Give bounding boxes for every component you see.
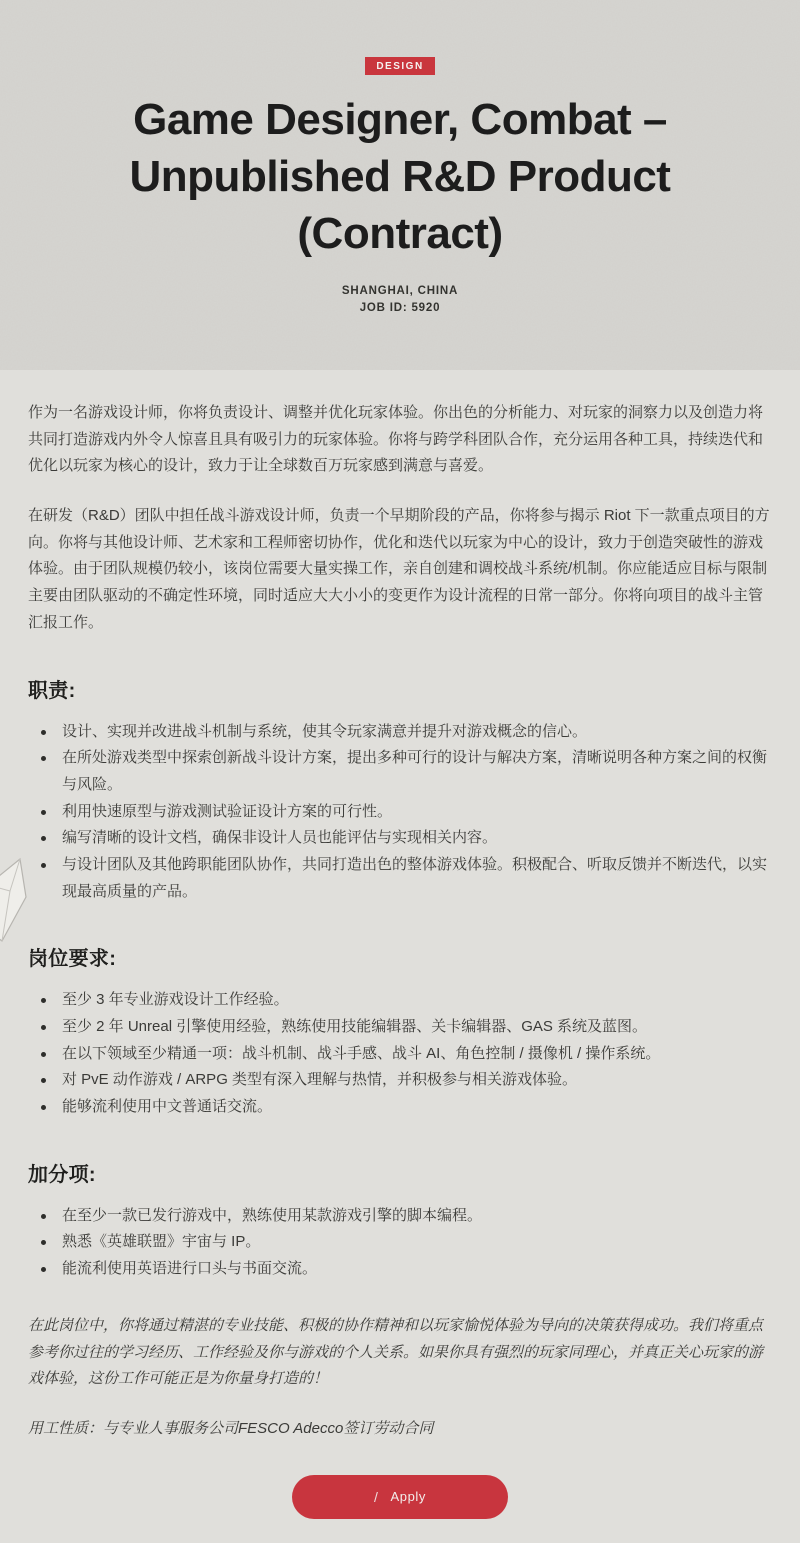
list-item: 至少 2 年 Unreal 引擎使用经验，熟练使用技能编辑器、关卡编辑器、GAS 系统及蓝图。 bbox=[28, 1014, 772, 1041]
closing-paragraph: 在此岗位中，你将通过精湛的专业技能、积极的协作精神和以玩家愉悦体验为导向的决策获得成功。我们将重点参考你过往的学习经历、工作经验及你与游戏的个人关系。如果你具有强烈的玩家同理心，并真正关心玩家的游戏体验，这份工作可能正是为你量身打造的！ bbox=[28, 1316, 764, 1388]
bullet-icon bbox=[41, 1105, 46, 1110]
list-item: 在以下领域至少精通一项：战斗机制、战斗手感、战斗 AI、角色控制 / 摄像机 / 操作系统。 bbox=[28, 1041, 772, 1068]
bullet-icon bbox=[41, 1240, 46, 1245]
list-item: 对 PvE 动作游戏 / ARPG 类型有深入理解与热情，并积极参与相关游戏体验。 bbox=[28, 1067, 772, 1094]
bullet-icon bbox=[41, 998, 46, 1003]
list-item: 编写清晰的设计文档，确保非设计人员也能评估与实现相关内容。 bbox=[28, 825, 772, 852]
list-item: 在所处游戏类型中探索创新战斗设计方案，提出多种可行的设计与解决方案，清晰说明各种方案之间的权衡与风险。 bbox=[28, 745, 772, 798]
bullet-icon bbox=[41, 756, 46, 761]
bullet-icon bbox=[41, 730, 46, 735]
requirements-list bbox=[28, 987, 772, 1120]
apply-button-label: Apply bbox=[390, 1489, 427, 1505]
employment-type-note: 用工性质：与专业人事服务公司FESCO Adecco签订劳动合同 bbox=[28, 1419, 434, 1437]
bullet-icon bbox=[41, 863, 46, 868]
list-item: 与设计团队及其他跨职能团队协作，共同打造出色的整体游戏体验。积极配合、听取反馈并不断迭代，以实现最高质量的产品。 bbox=[28, 852, 772, 905]
bullet-icon bbox=[41, 810, 46, 815]
bullet-icon bbox=[41, 1214, 46, 1219]
bullet-icon bbox=[41, 1078, 46, 1083]
page-title: Game Designer, Combat – Unpublished R&D Product (Contract) bbox=[129, 95, 671, 259]
bullet-icon bbox=[41, 1025, 46, 1030]
bullet-icon bbox=[41, 1267, 46, 1272]
list-item: 至少 3 年专业游戏设计工作经验。 bbox=[28, 987, 772, 1014]
job-header bbox=[0, 0, 800, 370]
section-heading-requirements: 岗位要求: bbox=[28, 948, 117, 971]
responsibilities-list bbox=[28, 719, 772, 906]
section-heading-responsibilities: 职责: bbox=[28, 679, 76, 702]
section-heading-bonus: 加分项: bbox=[28, 1163, 96, 1186]
list-item: 熟悉《英雄联盟》宇宙与 IP。 bbox=[28, 1229, 772, 1256]
list-item: 能流利使用英语进行口头与书面交流。 bbox=[28, 1256, 772, 1283]
slash-icon: / bbox=[373, 1488, 379, 1505]
bullet-icon bbox=[41, 1052, 46, 1057]
list-item: 利用快速原型与游戏测试验证设计方案的可行性。 bbox=[28, 799, 772, 826]
apply-button[interactable] bbox=[292, 1475, 508, 1519]
job-location: SHANGHAI, CHINA bbox=[341, 284, 459, 297]
list-item: 在至少一款已发行游戏中，熟练使用某款游戏引擎的脚本编程。 bbox=[28, 1203, 772, 1230]
category-badge: DESIGN bbox=[365, 57, 434, 75]
list-item: 能够流利使用中文普通话交流。 bbox=[28, 1094, 772, 1121]
job-description bbox=[0, 370, 800, 1543]
job-id: JOB ID: 5920 bbox=[359, 302, 441, 315]
list-item: 设计、实现并改进战斗机制与系统，使其令玩家满意并提升对游戏概念的信心。 bbox=[28, 719, 772, 746]
intro-paragraph-2: 在研发（R&D）团队中担任战斗游戏设计师，负责一个早期阶段的产品，你将参与揭示 Riot 下一款重点项目的方向。你将与其他设计师、艺术家和工程师密切协作，优化和迭代以玩家为中心的设计，致力于创造突破性的游戏体验。由于团队规模仍较小，该岗位需要大量实操工作，亲自创建和调校战斗系统/机制。你应能适应目标与限制主要由团队驱动的不确定性环境，同时适应大大小小的变更作为设计流程的日常一部分。你将向项目的战斗主管汇报工作。 bbox=[28, 507, 770, 631]
bonus-list bbox=[28, 1203, 772, 1283]
intro-paragraph-1: 作为一名游戏设计师，你将负责设计、调整并优化玩家体验。你出色的分析能力、对玩家的洞察力以及创造力将共同打造游戏内外令人惊喜且具有吸引力的玩家体验。你将与跨学科团队合作，充分运用各种工具，持续迭代和优化以玩家为核心的设计，致力于让全球数百万玩家感到满意与喜爱。 bbox=[28, 404, 764, 475]
bullet-icon bbox=[41, 836, 46, 841]
